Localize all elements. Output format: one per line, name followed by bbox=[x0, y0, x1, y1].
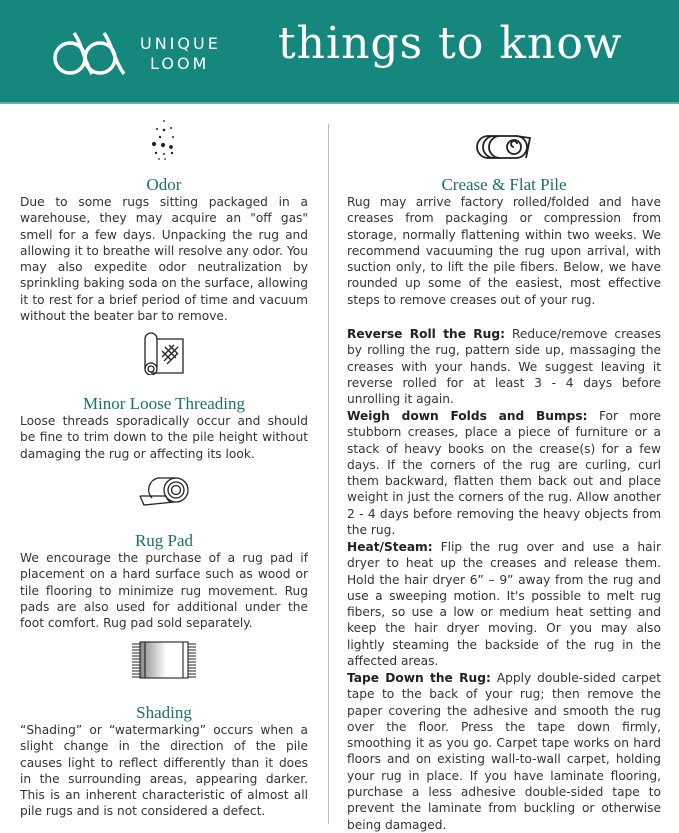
page-title: things to know bbox=[278, 18, 623, 69]
tip-text: For more stubborn creases, place a piece of furniture or a stack of heavy books on the crease(s) for a few days. If the corners of the rug are curling, curl them backward, flatten them back out and place weight in just the corners of the rug. Allow another 2 - 4 days before removing the heavy objects from the rug. bbox=[347, 409, 661, 538]
section-body: Due to some rugs sitting packaged in a warehouse, they may acquire an "off gas" smell for a few days. Unpacking the rug and allowing it to breathe will resolve any odor. You may also expedite odor neutralization by sprinkling baking soda on the surface, allowing it to rest for a brief period of time and vacuum without the beater bar to remove. bbox=[20, 195, 308, 324]
shaded-rug-icon bbox=[128, 640, 200, 680]
tip-weigh-down bbox=[347, 408, 661, 538]
section-body: “Shading” or “watermarking” occurs when a slight change in the direction of the pile causes light to reflect differently than it does in the surrounding areas, appearing darker. This is an inherent characteristic of almost all pile rugs and is not considered a defect. bbox=[20, 723, 308, 819]
tip-tape-down bbox=[347, 670, 661, 833]
tip-heat-steam bbox=[347, 539, 661, 669]
unique-loom-logo bbox=[52, 30, 132, 76]
rug-pad-roll-icon bbox=[136, 476, 192, 508]
tip-reverse-roll bbox=[347, 326, 661, 407]
brand-line2: LOOM bbox=[150, 54, 210, 73]
tip-heading: Reverse Roll the Rug: bbox=[347, 327, 505, 341]
section-title: Shading bbox=[136, 703, 192, 722]
tip-text: Reduce/remove creases by rolling the rug, pattern side up, massaging the creases with your hands. We suggest leaving it reverse rolled for at least 3 - 4 days before unrolling it again. bbox=[347, 327, 661, 407]
section-title: Minor Loose Threading bbox=[82, 394, 246, 413]
section-shading bbox=[20, 640, 308, 820]
section-title: Crease & Flat Pile bbox=[441, 175, 567, 194]
rolled-rug-icon bbox=[476, 134, 532, 160]
header-banner bbox=[0, 0, 679, 104]
section-title: Rug Pad bbox=[134, 531, 194, 550]
section-title: Odor bbox=[146, 175, 182, 194]
tip-heading: Tape Down the Rug: bbox=[347, 671, 491, 685]
brand-line1: UNIQUE bbox=[140, 34, 221, 53]
tip-heading: Weigh down Folds and Bumps: bbox=[347, 409, 588, 423]
column-divider bbox=[328, 124, 329, 824]
dots-icon bbox=[144, 118, 184, 162]
section-threading bbox=[20, 331, 308, 462]
tip-text: Apply double-sided carpet tape to the back of your rug; then remove the paper covering the adhesive and smooth the rug over the floor. Press the tape down firmly, smoothing it as you go. Carpet tape works on hard floors and on existing wall-to-wall carpet, holding your rug in place. If you have laminate flooring, purchase a less adhesive double-sided tape to prevent the laminate from buckling or otherwise being damaged. bbox=[347, 671, 661, 832]
section-intro: Rug may arrive factory rolled/folded and have creases from packaging or compression from storage, normally flattening within two weeks. We recommend vacuuming the rug upon arrival, with suction only, to lift the pile fibers. Below, we have rounded up some of the easiest, most effective steps to remove creases out of your rug. bbox=[347, 195, 661, 307]
rug-thread-icon bbox=[142, 331, 186, 375]
section-body: Loose threads sporadically occur and should be fine to trim down to the pile height without damaging the rug or affecting its look. bbox=[20, 414, 308, 461]
tip-text: Flip the rug over and use a hair dryer to heat up the creases and release them. Hold the hair dryer 6” – 9” away from the rug and use a sweeping motion. It's possible to melt rug fibers, so use a low or medium heat setting and keep the hair dryer moving. Or you may also lightly steaming the backside of the rug in the affected areas. bbox=[347, 540, 661, 669]
brand-name bbox=[140, 34, 221, 74]
section-rug-pad bbox=[20, 476, 308, 631]
tip-heading: Heat/Steam: bbox=[347, 540, 433, 554]
section-body: We encourage the purchase of a rug pad if placement on a hard surface such as wood or tile flooring to minimize rug movement. Rug pads are also used for additional under the foot comfort. Rug pad sold separately. bbox=[20, 551, 308, 631]
section-crease bbox=[347, 134, 661, 308]
section-odor bbox=[20, 118, 308, 324]
